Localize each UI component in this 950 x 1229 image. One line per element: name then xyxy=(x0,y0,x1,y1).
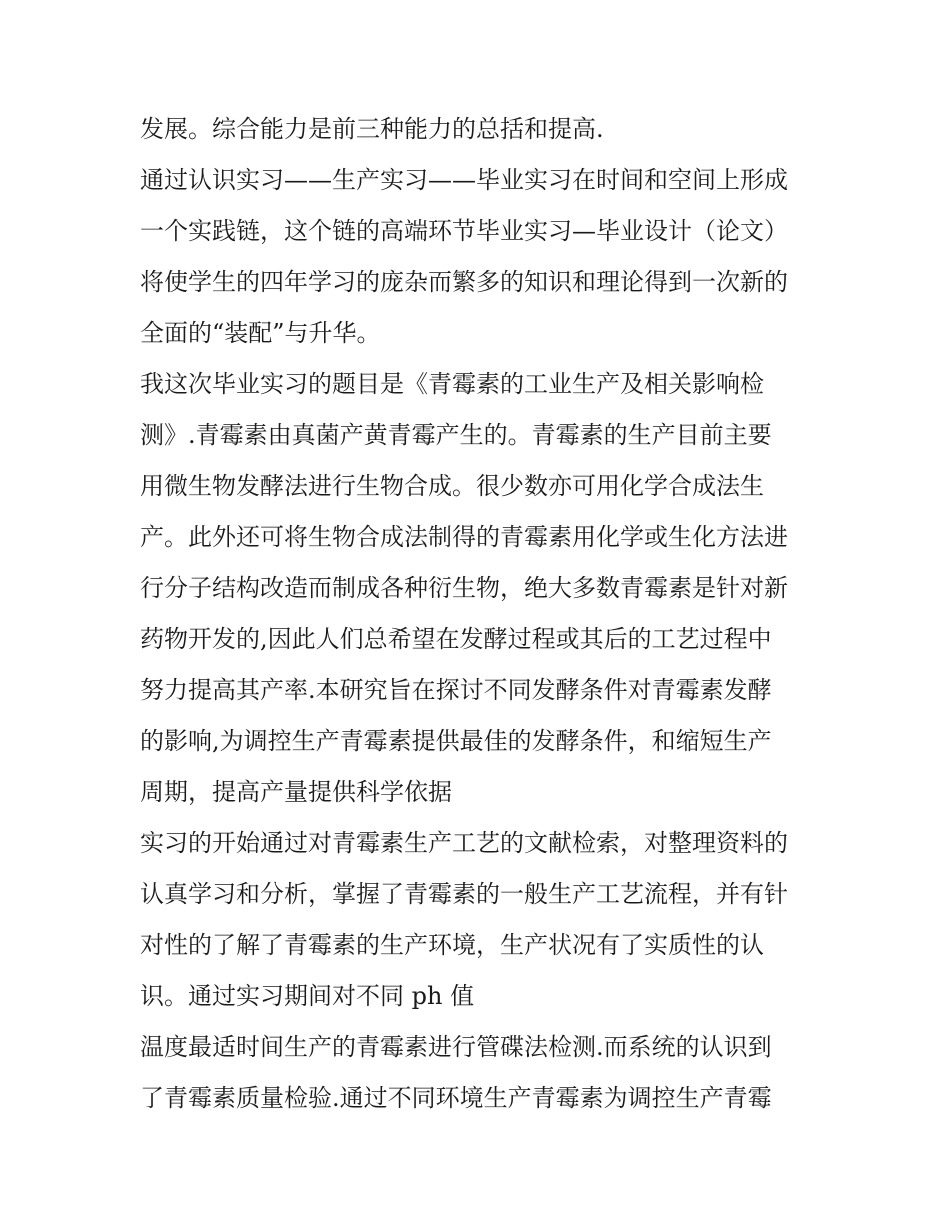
text-line: 行分子结构改造而制成各种衍生物，绝大多数青霉素是针对新 xyxy=(140,574,788,602)
text-line: 温度最适时间生产的青霉素进行管碟法检测.而系统的认识到 xyxy=(140,1033,772,1061)
text-line: 了青霉素质量检验.通过不同环境生产青霉素为调控生产青霉 xyxy=(140,1084,772,1112)
text-line: 测》.青霉素由真菌产黄青霉产生的。青霉素的生产目前主要 xyxy=(140,421,772,449)
text-line: 的影响,为调控生产青霉素提供最佳的发酵条件，和缩短生产 xyxy=(140,727,772,755)
text-line: 我这次毕业实习的题目是《青霉素的工业生产及相关影响检 xyxy=(140,370,764,398)
text-line: 认真学习和分析，掌握了青霉素的一般生产工艺流程，并有针 xyxy=(140,880,788,908)
text-line: 周期，提高产量提供科学依据 xyxy=(140,778,452,806)
text-line: 一个实践链，这个链的高端环节毕业实习—毕业设计（论文） xyxy=(140,217,788,245)
text-line: 通过认识实习——生产实习——毕业实习在时间和空间上形成 xyxy=(140,166,788,194)
text-line: 对性的了解了青霉素的生产环境，生产状况有了实质性的认 xyxy=(140,931,764,959)
text-line: 发展。综合能力是前三种能力的总括和提高. xyxy=(140,115,604,143)
document-body xyxy=(140,104,820,1124)
text-line: 全面的“装配”与升华。 xyxy=(140,319,381,347)
text-line: 药物开发的,因此人们总希望在发酵过程或其后的工艺过程中 xyxy=(140,625,772,653)
text-line: 识。通过实习期间对不同 ph 值 xyxy=(140,982,475,1010)
text-line: 产。此外还可将生物合成法制得的青霉素用化学或生化方法进 xyxy=(140,523,788,551)
text-line: 将使学生的四年学习的庞杂而繁多的知识和理论得到一次新的 xyxy=(140,268,788,296)
text-line: 用微生物发酵法进行生物合成。很少数亦可用化学合成法生 xyxy=(140,472,764,500)
text-line: 实习的开始通过对青霉素生产工艺的文献检索，对整理资料的 xyxy=(140,829,788,857)
text-line: 努力提高其产率.本研究旨在探讨不同发酵条件对青霉素发酵 xyxy=(140,676,772,704)
